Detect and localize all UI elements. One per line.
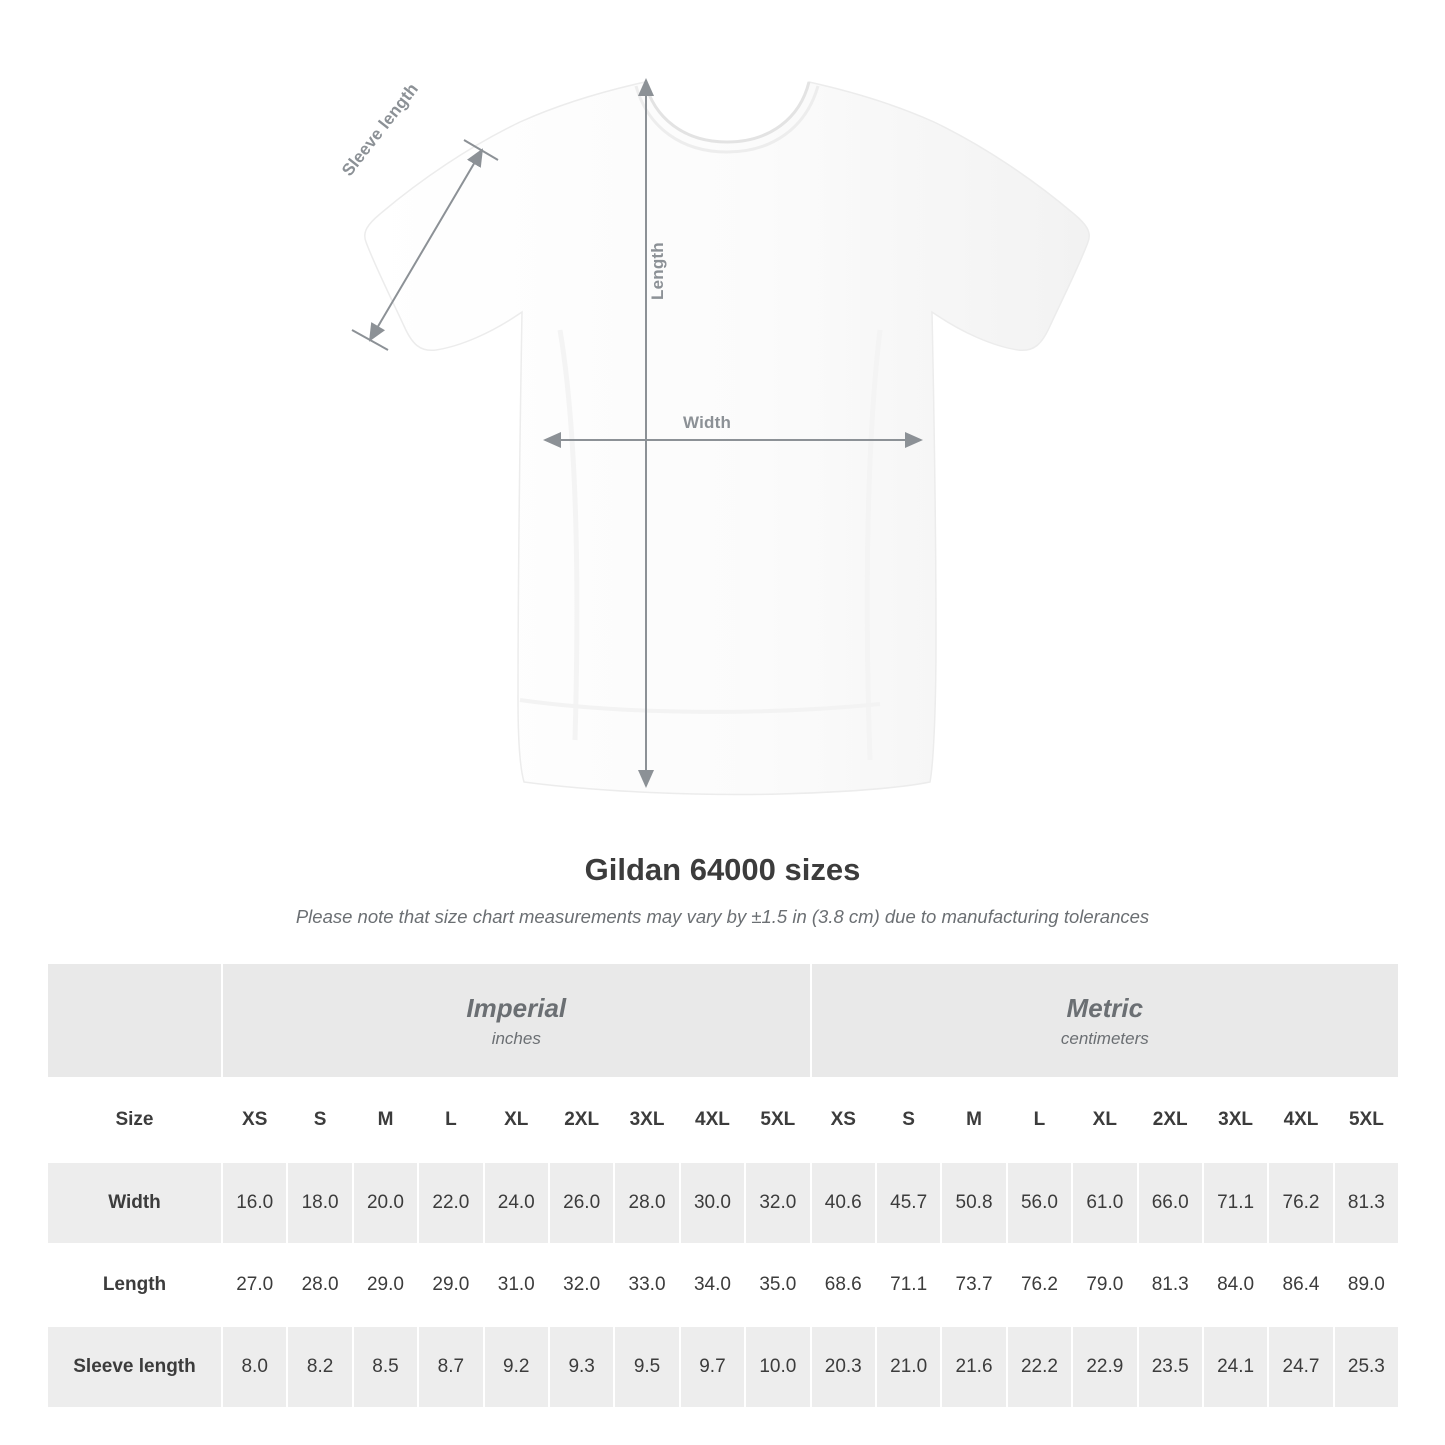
size-header-cell: XS [222,1078,287,1162]
table-cell: 73.7 [941,1244,1006,1326]
length-label: Length [648,242,667,300]
table-cell: 81.3 [1138,1244,1203,1326]
metric-name: Metric [1066,992,1144,1023]
size-row-label: Size [47,1078,222,1162]
size-header-cell: 4XL [680,1078,745,1162]
size-header-cell: 2XL [549,1078,614,1162]
table-cell: 26.0 [549,1162,614,1244]
table-cell: 32.0 [745,1162,810,1244]
table-cell: 28.0 [287,1244,352,1326]
page-title: Gildan 64000 sizes [584,852,861,887]
table-cell: 31.0 [484,1244,549,1326]
table-cell: 34.0 [680,1244,745,1326]
unit-header-spacer [47,963,222,1078]
table-cell: 29.0 [418,1244,483,1326]
table-cell: 8.0 [222,1326,287,1408]
table-cell: 45.7 [876,1162,941,1244]
row-label: Length [47,1244,222,1326]
table-cell: 28.0 [614,1162,679,1244]
table-cell: 66.0 [1138,1162,1203,1244]
table-cell: 9.3 [549,1326,614,1408]
table-cell: 21.6 [941,1326,1006,1408]
table-cell: 22.0 [418,1162,483,1244]
table-cell: 35.0 [745,1244,810,1326]
size-header-cell: XL [484,1078,549,1162]
table-cell: 71.1 [876,1244,941,1326]
table-cell: 16.0 [222,1162,287,1244]
size-header-cell: L [1007,1078,1072,1162]
table-cell: 10.0 [745,1326,810,1408]
table-cell: 8.5 [353,1326,418,1408]
table-cell: 61.0 [1072,1162,1137,1244]
table-cell: 9.2 [484,1326,549,1408]
size-header-cell: S [876,1078,941,1162]
size-header-cell: 5XL [1334,1078,1399,1162]
size-header-cell: XL [1072,1078,1137,1162]
table-cell: 20.0 [353,1162,418,1244]
imperial-header [222,963,811,1078]
table-cell: 81.3 [1334,1162,1399,1244]
table-cell: 40.6 [811,1162,876,1244]
table-cell: 24.0 [484,1162,549,1244]
table-cell: 32.0 [549,1244,614,1326]
table-row [47,1162,1399,1244]
tolerance-note: Please note that size chart measurements may vary by ±1.5 in (3.8 cm) due to manufacturing tolerances [295,906,1150,927]
size-header-cell: 4XL [1268,1078,1333,1162]
width-label: Width [683,413,732,432]
table-cell: 30.0 [680,1162,745,1244]
imperial-name: Imperial [466,992,567,1023]
table-row [47,1244,1399,1326]
metric-header [811,963,1400,1078]
table-cell: 76.2 [1007,1244,1072,1326]
table-cell: 20.3 [811,1326,876,1408]
table-cell: 56.0 [1007,1162,1072,1244]
size-header-cell: S [287,1078,352,1162]
size-header-cell: 3XL [1203,1078,1268,1162]
row-label: Sleeve length [47,1326,222,1408]
size-header-cell: 5XL [745,1078,810,1162]
table-cell: 27.0 [222,1244,287,1326]
table-cell: 8.2 [287,1326,352,1408]
sleeve-length-label: Sleeve length [338,79,423,180]
row-label: Width [47,1162,222,1244]
table-cell: 76.2 [1268,1162,1333,1244]
size-header-cell: M [941,1078,1006,1162]
size-header-row [47,1078,1399,1162]
table-cell: 8.7 [418,1326,483,1408]
table-cell: 24.7 [1268,1326,1333,1408]
size-header-cell: XS [811,1078,876,1162]
unit-header-row [47,963,1399,1078]
table-cell: 21.0 [876,1326,941,1408]
size-header-cell: 3XL [614,1078,679,1162]
size-header-cell: 2XL [1138,1078,1203,1162]
table-cell: 22.2 [1007,1326,1072,1408]
table-cell: 68.6 [811,1244,876,1326]
table-cell: 24.1 [1203,1326,1268,1408]
size-table [46,962,1400,1409]
table-cell: 22.9 [1072,1326,1137,1408]
table-cell: 84.0 [1203,1244,1268,1326]
size-table-wrapper [46,962,1399,1409]
table-cell: 9.7 [680,1326,745,1408]
table-cell: 89.0 [1334,1244,1399,1326]
shirt-shape [365,82,1089,795]
table-cell: 25.3 [1334,1326,1399,1408]
table-cell: 79.0 [1072,1244,1137,1326]
size-header-cell: L [418,1078,483,1162]
table-cell: 23.5 [1138,1326,1203,1408]
size-header-cell: M [353,1078,418,1162]
metric-sub: centimeters [1060,1029,1149,1049]
table-cell: 50.8 [941,1162,1006,1244]
imperial-sub: inches [491,1029,541,1049]
table-cell: 9.5 [614,1326,679,1408]
table-cell: 33.0 [614,1244,679,1326]
table-cell: 18.0 [287,1162,352,1244]
table-cell: 71.1 [1203,1162,1268,1244]
table-cell: 29.0 [353,1244,418,1326]
table-cell: 86.4 [1268,1244,1333,1326]
table-row [47,1326,1399,1408]
